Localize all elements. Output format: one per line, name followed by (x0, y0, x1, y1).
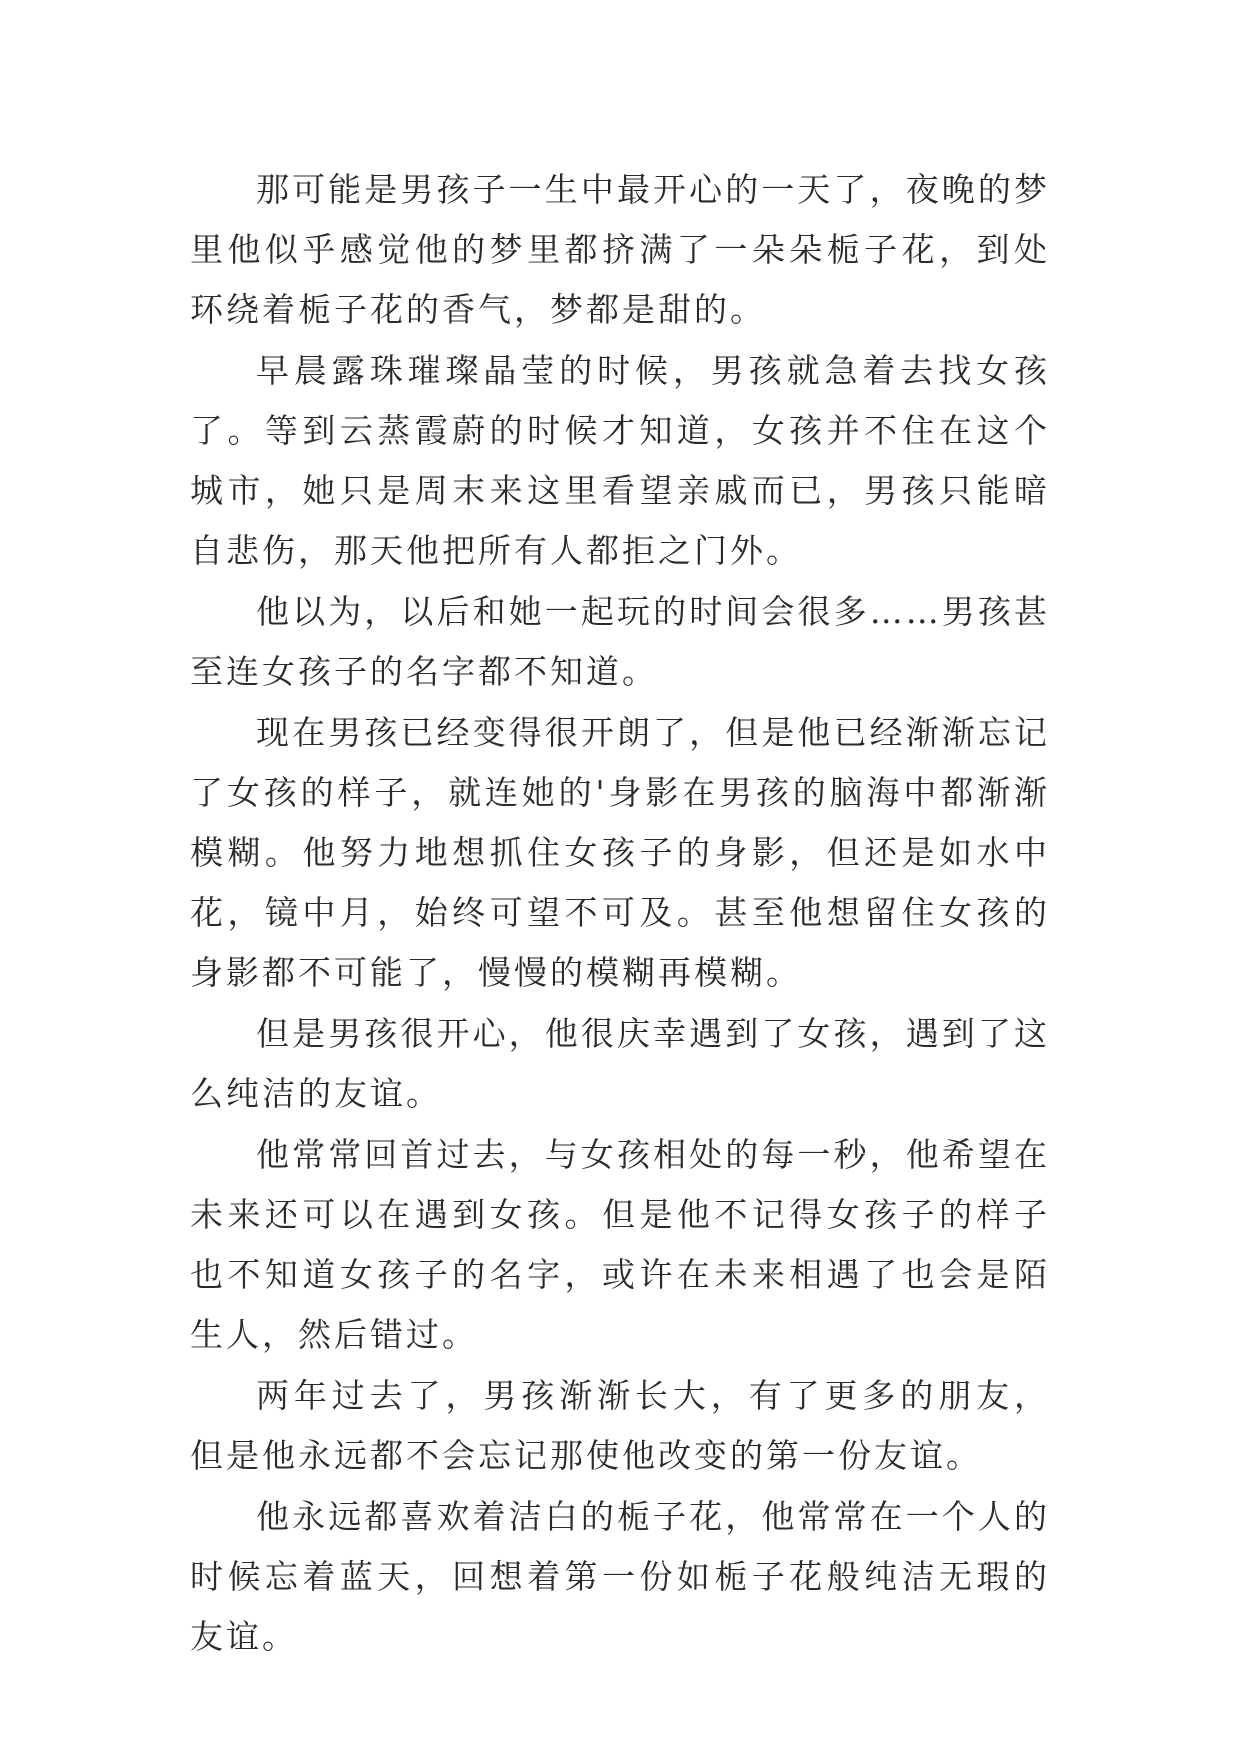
paragraph: 早晨露珠璀璨晶莹的时候，男孩就急着去找女孩了。等到云蒸霞蔚的时候才知道，女孩并不住在这个城市，她只是周末来这里看望亲戚而已，男孩只能暗自悲伤，那天他把所有人都拒之门外。 (190, 351, 1050, 570)
paragraph: 现在男孩已经变得很开朗了，但是他已经渐渐忘记了女孩的样子，就连她的'身影在男孩的脑海中都渐渐模糊。他努力地想抓住女孩子的身影，但还是如水中花，镜中月，始终可望不可及。甚至他想留住女孩的身影都不可能了，慢慢的模糊再模糊。 (190, 713, 1050, 992)
paragraph: 那可能是男孩子一生中最开心的一天了，夜晚的梦里他似乎感觉他的梦里都挤满了一朵朵栀子花，到处环绕着栀子花的香气，梦都是甜的。 (190, 170, 1050, 329)
paragraph: 他以为，以后和她一起玩的时间会很多……男孩甚至连女孩子的名字都不知道。 (190, 592, 1050, 691)
paragraph: 两年过去了，男孩渐渐长大，有了更多的朋友， 但是他永远都不会忘记那使他改变的第一份友谊。 (190, 1376, 1050, 1475)
paragraph: 他常常回首过去，与女孩相处的每一秒，他希望在未来还可以在遇到女孩。但是他不记得女孩子的样子也不知道女孩子的名字，或许在未来相遇了也会是陌生人，然后错过。 (190, 1135, 1050, 1354)
paragraph: 但是男孩很开心，他很庆幸遇到了女孩，遇到了这么纯洁的友谊。 (190, 1014, 1050, 1113)
document-body (190, 160, 1050, 1668)
paragraph: 他永远都喜欢着洁白的栀子花，他常常在一个人的时候忘着蓝天，回想着第一份如栀子花般纯洁无瑕的友谊。 (190, 1497, 1050, 1656)
